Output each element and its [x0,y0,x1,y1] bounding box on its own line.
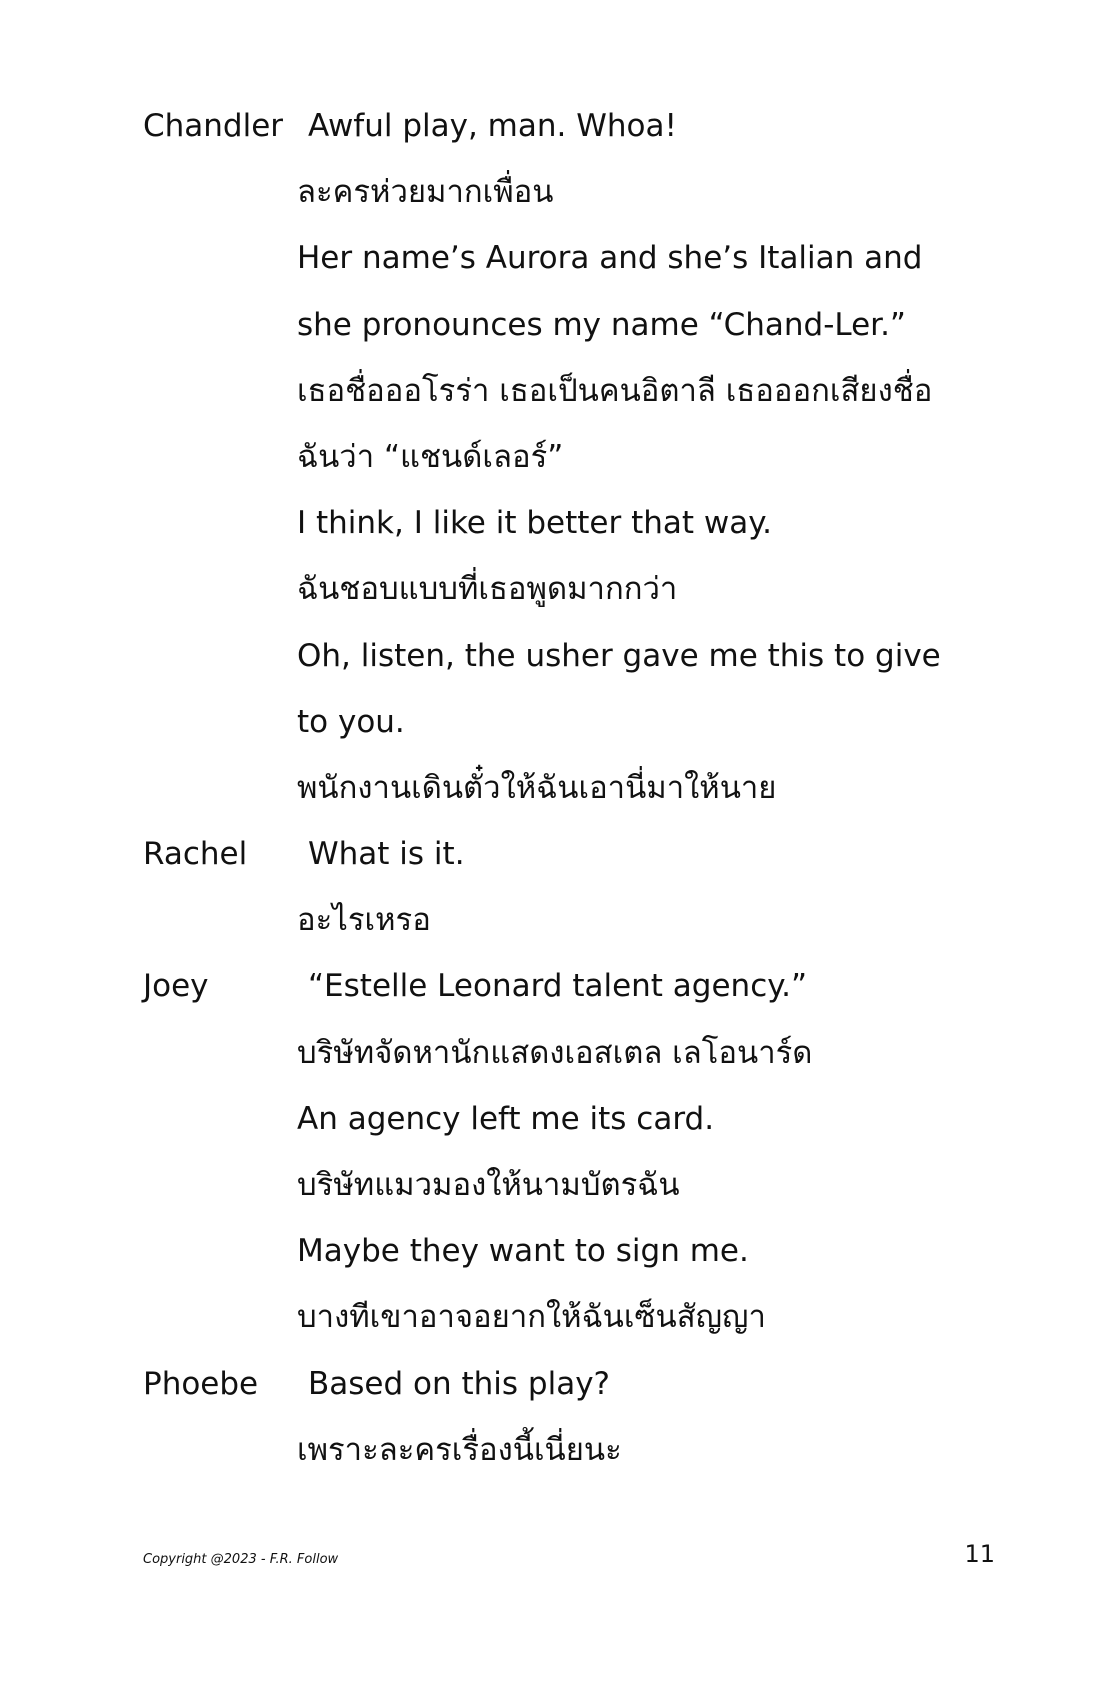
speech-text: What is it. [308,836,465,873]
speech-text: Her name’s Aurora and she’s Italian and [297,240,923,277]
dialogue-line [143,1086,1003,1152]
speech-translation: บางทีเขาอาจอยากให้ฉันเซ็นสัญญา [297,1299,766,1336]
dialogue-line [143,623,1003,689]
speech-text: she pronounces my name “Chand-Ler.” [297,306,906,343]
dialogue-line [143,821,1003,887]
page-number: 11 [964,1540,995,1568]
speech-translation: อะไรเหรอ [297,902,431,939]
dialogue-line [143,1020,1003,1086]
dialogue-line [143,358,1003,424]
dialogue-line [143,1152,1003,1218]
copyright-notice: Copyright @2023 - F.R. Follow [143,1552,339,1567]
speech-translation: เพราะละครเรื่องนี้เนี่ยนะ [297,1431,622,1468]
speech-translation: ละครห่วยมากเพื่อน [297,174,554,211]
speaker-name: Rachel [143,836,248,873]
dialogue-line [143,1218,1003,1284]
speech-text: to you. [297,703,405,740]
dialogue-line [143,1417,1003,1483]
dialogue-line [143,292,1003,358]
speech-text: I think, I like it better that way. [297,505,773,542]
dialogue-line [143,159,1003,225]
dialogue-line [143,424,1003,490]
dialogue-line [143,755,1003,821]
dialogue-line [143,225,1003,291]
dialogue-line [143,953,1003,1019]
speech-text: Awful play, man. Whoa! [308,108,677,144]
speech-translation: เธอชื่อออโรร่า เธอเป็นคนอิตาลี เธอออกเสียงชื่อ [297,372,933,409]
speech-translation: บริษัทจัดหานักแสดงเอสเตล เลโอนาร์ด [297,1034,813,1071]
speaker-name: Joey [143,968,209,1005]
speaker-name: Chandler [143,108,284,144]
speech-translation: พนักงานเดินตั๋วให้ฉันเอานี่มาให้นาย [297,769,777,806]
speech-translation: บริษัทแมวมองให้นามบัตรฉัน [297,1167,680,1203]
script-dialogue [143,93,1003,1483]
dialogue-line [143,93,1003,159]
dialogue-line [143,490,1003,556]
dialogue-line [143,1284,1003,1350]
speech-text: Oh, listen, the usher gave me this to give [297,637,941,674]
speech-text: Maybe they want to sign me. [297,1233,749,1270]
speaker-name: Phoebe [143,1365,259,1402]
dialogue-line [143,556,1003,622]
speech-text: “Estelle Leonard talent agency.” [308,968,808,1005]
speech-translation: ฉันว่า “แชนด์เลอร์” [297,438,564,475]
speech-text: Based on this play? [308,1365,610,1402]
dialogue-line [143,689,1003,755]
speech-text: An agency left me its card. [297,1100,715,1137]
speech-translation: ฉันชอบแบบที่เธอพูดมากกว่า [297,571,678,608]
dialogue-line [143,887,1003,953]
dialogue-line [143,1351,1003,1417]
